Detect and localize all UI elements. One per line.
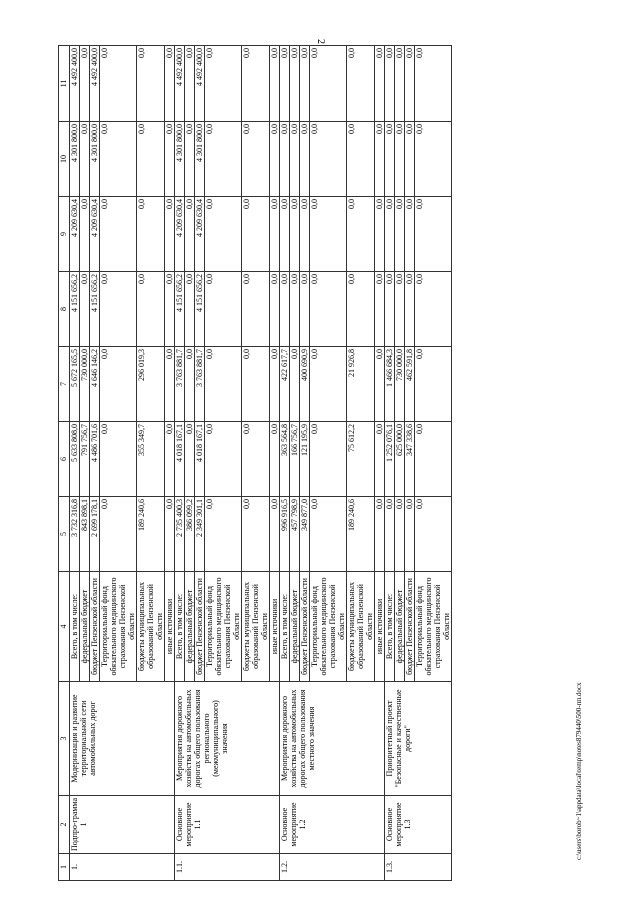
year-amount: 0,0 [270,122,280,197]
year-amount: 0,0 [280,272,290,347]
year-amount: 0,0 [375,422,385,497]
year-amount: 4 492 400,0 [195,46,205,122]
year-amount: 0,0 [347,46,375,122]
year-amount: 189 240,6 [137,497,165,572]
funding-source: Всего, в том числе: [280,572,290,682]
year-amount: 0,0 [415,122,452,197]
year-amount: 0,0 [270,422,280,497]
year-amount: 0,0 [165,497,175,572]
year-amount: 2 699 178,1 [90,497,100,572]
funding-source: бюджет Пензенской области [300,572,310,682]
year-amount: 0,0 [280,46,290,122]
column-number-10: 10 [59,122,70,197]
year-amount: 0,0 [300,46,310,122]
year-amount: 166 756,7 [290,422,300,497]
row-number: 1.3. [385,854,452,881]
year-amount: 3 763 881,7 [175,347,185,422]
year-amount: 730 000,0 [395,347,405,422]
column-number-row [59,46,70,881]
year-amount: 0,0 [280,197,290,272]
year-amount: 0,0 [405,497,415,572]
year-amount: 4 209 630,4 [70,197,80,272]
measure-title: Мероприятия дорожного хозяйства на автомобильных дорогах общего пользования местного значения [280,682,385,796]
year-amount: 0,0 [242,497,270,572]
table-row [280,46,290,881]
year-amount: 0,0 [375,347,385,422]
year-amount: 0,0 [395,197,405,272]
funding-source: федеральный бюджет [290,572,300,682]
year-amount: 0,0 [270,197,280,272]
year-amount: 0,0 [385,197,395,272]
year-amount: 4 646 146,2 [90,347,100,422]
year-amount: 21 926,8 [347,347,375,422]
year-amount: 0,0 [100,347,137,422]
year-amount: 0,0 [385,46,395,122]
year-amount: 0,0 [80,46,90,122]
funding-source: Территориальный фонд обязательного медицинского страхования Пензенской области [100,572,137,682]
year-amount: 0,0 [80,272,90,347]
year-amount: 0,0 [347,197,375,272]
year-amount: 4 209 630,4 [175,197,185,272]
row-number: 1. [70,854,175,881]
year-amount: 3 763 881,7 [195,347,205,422]
year-amount: 0,0 [310,422,347,497]
year-amount: 0,0 [185,272,195,347]
year-amount: 0,0 [385,497,395,572]
year-amount: 0,0 [100,46,137,122]
year-amount: 349 877,0 [300,497,310,572]
funding-source: Всего, в том числе: [385,572,395,682]
year-amount: 121 195,9 [300,422,310,497]
year-amount: 0,0 [395,122,405,197]
year-amount: 0,0 [415,347,452,422]
year-amount: 4 492 400,0 [175,46,185,122]
year-amount: 0,0 [415,197,452,272]
year-amount: 0,0 [415,272,452,347]
funding-source: Всего, в том числе: [70,572,80,682]
year-amount: 0,0 [310,122,347,197]
year-amount: 0,0 [137,122,165,197]
page-number: 2 [315,39,326,44]
year-amount: 996 916,5 [280,497,290,572]
year-amount: 625 000,0 [395,422,405,497]
year-amount: 0,0 [270,347,280,422]
year-amount: 0,0 [270,272,280,347]
year-amount: 730 000,0 [80,347,90,422]
program-level: Основное мероприятие 1.2 [280,796,385,854]
row-number: 1.1. [175,854,280,881]
year-amount: 0,0 [405,122,415,197]
program-level: Основное мероприятие 1.3 [385,796,452,854]
measure-title: Приоритетный проект "Безопасные и качественные дороги" [385,682,452,796]
year-amount: 0,0 [270,497,280,572]
year-amount: 0,0 [165,272,175,347]
year-amount: 422 617,7 [280,347,290,422]
row-number: 1.2. [280,854,385,881]
funding-source: Территориальный фонд обязательного медицинского страхования Пензенской области [205,572,242,682]
year-amount: 0,0 [185,347,195,422]
year-amount: 0,0 [205,197,242,272]
year-amount: 0,0 [242,197,270,272]
table-row [175,46,185,881]
year-amount: 0,0 [100,497,137,572]
year-amount: 4 301 800,0 [175,122,185,197]
year-amount: 0,0 [137,46,165,122]
funding-source: федеральный бюджет [185,572,195,682]
year-amount: 0,0 [310,347,347,422]
year-amount: 0,0 [415,46,452,122]
year-amount: 4 018 167,1 [175,422,185,497]
year-amount: 0,0 [242,347,270,422]
year-amount: 4 018 167,1 [195,422,205,497]
measure-title: Модернизация и развитие территориальной сети автомобильных дорог [70,682,175,796]
funding-source: бюджет Пензенской области [405,572,415,682]
funding-source: иные источники [270,572,280,682]
column-number-8: 8 [59,272,70,347]
year-amount: 0,0 [185,197,195,272]
year-amount: 0,0 [280,122,290,197]
year-amount: 3 732 316,8 [70,497,80,572]
funding-source: бюджеты муниципальных образований Пензенской области [242,572,270,682]
year-amount: 0,0 [405,197,415,272]
year-amount: 0,0 [205,122,242,197]
year-amount: 0,0 [165,422,175,497]
year-amount: 4 301 800,0 [90,122,100,197]
year-amount: 386 099,2 [185,497,195,572]
year-amount: 4 151 656,2 [195,272,205,347]
year-amount: 4 151 656,2 [70,272,80,347]
year-amount: 0,0 [310,497,347,572]
year-amount: 0,0 [205,497,242,572]
year-amount: 0,0 [310,46,347,122]
year-amount: 0,0 [100,272,137,347]
year-amount: 0,0 [290,122,300,197]
year-amount: 0,0 [385,122,395,197]
year-amount: 0,0 [185,46,195,122]
year-amount: 0,0 [395,497,405,572]
year-amount: 0,0 [270,46,280,122]
column-number-2: 2 [59,796,70,854]
year-amount: 457 798,9 [290,497,300,572]
year-amount: 0,0 [405,272,415,347]
year-amount: 0,0 [385,272,395,347]
year-amount: 0,0 [310,197,347,272]
year-amount: 0,0 [242,46,270,122]
year-amount: 0,0 [80,197,90,272]
year-amount: 0,0 [375,197,385,272]
year-amount: 0,0 [185,422,195,497]
year-amount: 0,0 [415,422,452,497]
year-amount: 4 151 656,2 [175,272,185,347]
year-amount: 296 019,3 [137,347,165,422]
year-amount: 0,0 [242,122,270,197]
year-amount: 75 612,2 [347,422,375,497]
year-amount: 0,0 [347,272,375,347]
year-amount: 0,0 [80,122,90,197]
year-amount: 0,0 [375,497,385,572]
year-amount: 0,0 [205,347,242,422]
program-level: Подпро-грамма 1 [70,796,175,854]
year-amount: 0,0 [165,122,175,197]
funding-source: федеральный бюджет [80,572,90,682]
year-amount: 0,0 [100,197,137,272]
year-amount: 400 690,9 [300,347,310,422]
rotated-table-container [58,46,571,881]
year-amount: 347 338,6 [405,422,415,497]
year-amount: 0,0 [205,272,242,347]
financing-table [58,45,452,881]
funding-source: Всего, в том числе: [175,572,185,682]
funding-source: бюджеты муниципальных образований Пензенской области [137,572,165,682]
year-amount: 0,0 [185,122,195,197]
year-amount: 0,0 [375,46,385,122]
year-amount: 0,0 [100,122,137,197]
year-amount: 0,0 [242,272,270,347]
funding-source: иные источники [165,572,175,682]
year-amount: 0,0 [405,46,415,122]
year-amount: 4 492 400,0 [70,46,80,122]
funding-source: бюджеты муниципальных образований Пензенской области [347,572,375,682]
column-number-1: 1 [59,854,70,881]
funding-source: бюджет Пензенской области [90,572,100,682]
year-amount: 843 898,1 [80,497,90,572]
year-amount: 0,0 [395,46,405,122]
year-amount: 4 301 800,0 [70,122,80,197]
year-amount: 0,0 [165,347,175,422]
year-amount: 0,0 [347,122,375,197]
year-amount: 1 466 684,3 [385,347,395,422]
year-amount: 0,0 [205,46,242,122]
year-amount: 4 492 400,0 [90,46,100,122]
year-amount: 0,0 [300,272,310,347]
year-amount: 0,0 [165,46,175,122]
year-amount: 0,0 [290,272,300,347]
funding-source: бюджет Пензенской области [195,572,205,682]
program-level: Основное мероприятие 1.1 [175,796,280,854]
table-row [385,46,395,881]
year-amount: 2 349 301,1 [195,497,205,572]
year-amount: 0,0 [290,347,300,422]
year-amount: 0,0 [395,272,405,347]
year-amount: 1 252 076,1 [385,422,395,497]
funding-source: иные источники [375,572,385,682]
year-amount: 0,0 [415,497,452,572]
column-number-5: 5 [59,497,70,572]
year-amount: 189 240,6 [347,497,375,572]
column-number-11: 11 [59,46,70,122]
table-row [70,46,80,881]
year-amount: 0,0 [137,197,165,272]
year-amount: 4 301 800,0 [195,122,205,197]
funding-source: федеральный бюджет [395,572,405,682]
column-number-3: 3 [59,682,70,796]
column-number-6: 6 [59,422,70,497]
year-amount: 0,0 [165,197,175,272]
year-amount: 5 672 165,5 [70,347,80,422]
year-amount: 462 591,8 [405,347,415,422]
year-amount: 363 564,8 [280,422,290,497]
funding-source: Территориальный фонд обязательного медицинского страхования Пензенской области [415,572,452,682]
column-number-9: 9 [59,197,70,272]
year-amount: 355 349,7 [137,422,165,497]
year-amount: 0,0 [205,422,242,497]
year-amount: 2 735 400,3 [175,497,185,572]
column-number-7: 7 [59,347,70,422]
year-amount: 791 756,7 [80,422,90,497]
year-amount: 0,0 [310,272,347,347]
measure-title: Мероприятия дорожного хозяйства на автомобильных дорогах общего пользования регионального (межмуниципального) значения [175,682,280,796]
year-amount: 0,0 [242,422,270,497]
year-amount: 0,0 [300,122,310,197]
year-amount: 0,0 [375,272,385,347]
year-amount: 4 209 630,4 [195,197,205,272]
year-amount: 4 486 701,6 [90,422,100,497]
year-amount: 5 633 808,0 [70,422,80,497]
funding-source: Территориальный фонд обязательного медицинского страхования Пензенской области [310,572,347,682]
year-amount: 0,0 [375,122,385,197]
year-amount: 0,0 [100,422,137,497]
year-amount: 0,0 [290,197,300,272]
file-path-footer: c:\users\borob~1\appdata\local\temp\notes879440\500-пп.docx [575,682,583,860]
year-amount: 0,0 [300,197,310,272]
year-amount: 4 151 656,2 [90,272,100,347]
column-number-4: 4 [59,572,70,682]
year-amount: 0,0 [290,46,300,122]
year-amount: 4 209 630,4 [90,197,100,272]
year-amount: 0,0 [137,272,165,347]
table-body [70,46,452,881]
